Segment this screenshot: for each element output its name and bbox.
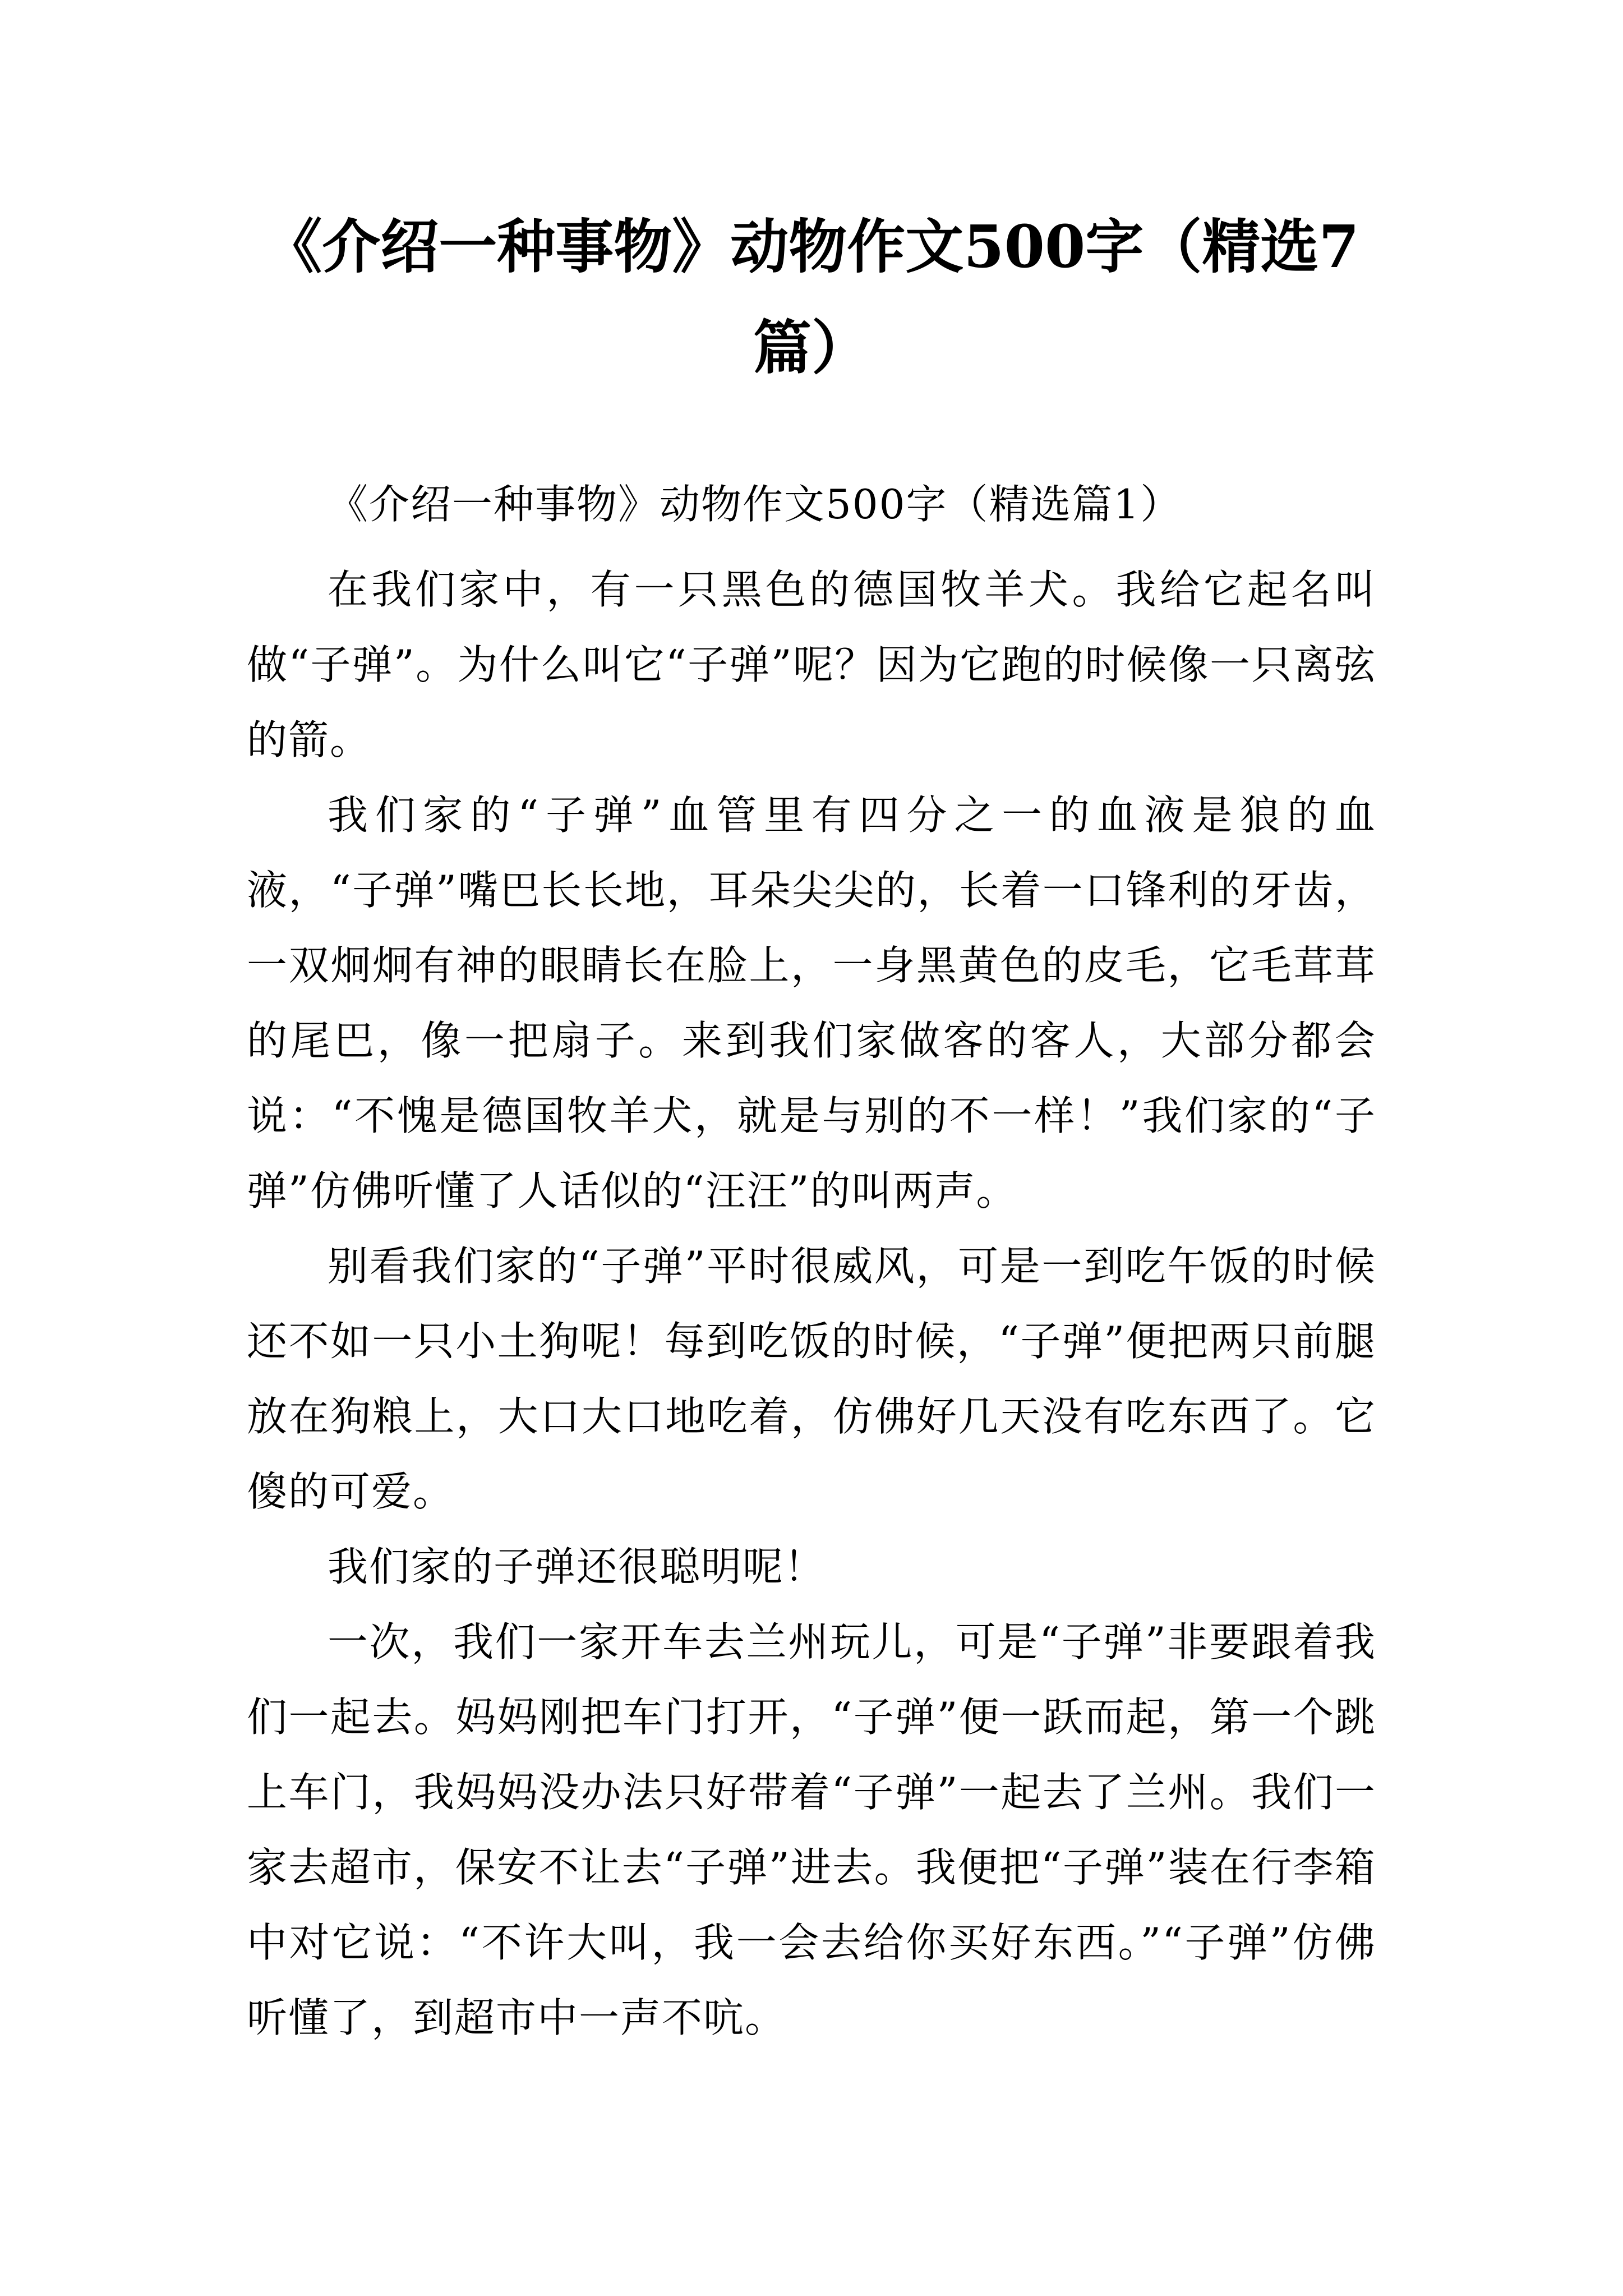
paragraph: 我们家的子弹还很聪明呢！ <box>328 1543 826 1590</box>
document-title: 《介绍一种事物》动物作文500字（精选7篇） <box>264 212 1359 382</box>
paragraph: 别看我们家的“子弹”平时很威风，可是一到吃午饭的时候还不如一只小土狗呢！每到吃饭的时候，“子弹”便把两只前腿放在狗粮上，大口大口地吃着，仿佛好几天没有吃东西了。它傻的可爱。 <box>247 1243 1376 1515</box>
paragraph: 我们家的“子弹”血管里有四分之一的血液是狼的血液，“子弹”嘴巴长长地，耳朵尖尖的，长着一口锋利的牙齿，一双炯炯有神的眼睛长在脸上，一身黑黄色的皮毛，它毛茸茸的尾巴，像一把扇子。来到我们家做客的客人，大部分都会说：“不愧是德国牧羊犬，就是与别的不一样！”我们家的“子弹”仿佛听懂了人话似的“汪汪”的叫两声。 <box>247 792 1376 1214</box>
document-body <box>247 467 1376 2055</box>
paragraph: 一次，我们一家开车去兰州玩儿，可是“子弹”非要跟着我们一起去。妈妈刚把车门打开，“子弹”便一跃而起，第一个跳上车门，我妈妈没办法只好带着“子弹”一起去了兰州。我们一家去超市，保安不让去“子弹”进去。我便把“子弹”装在行李箱中对它说：“不许大叫，我一会去给你买好东西。”“子弹”仿佛听懂了，到超市中一声不吭。 <box>247 1618 1376 2041</box>
section-heading: 《介绍一种事物》动物作文500字（精选篇1） <box>328 481 1182 528</box>
paragraph: 在我们家中，有一只黑色的德国牧羊犬。我给它起名叫做“子弹”。为什么叫它“子弹”呢？因为它跑的时候像一只离弦的箭。 <box>247 566 1376 763</box>
